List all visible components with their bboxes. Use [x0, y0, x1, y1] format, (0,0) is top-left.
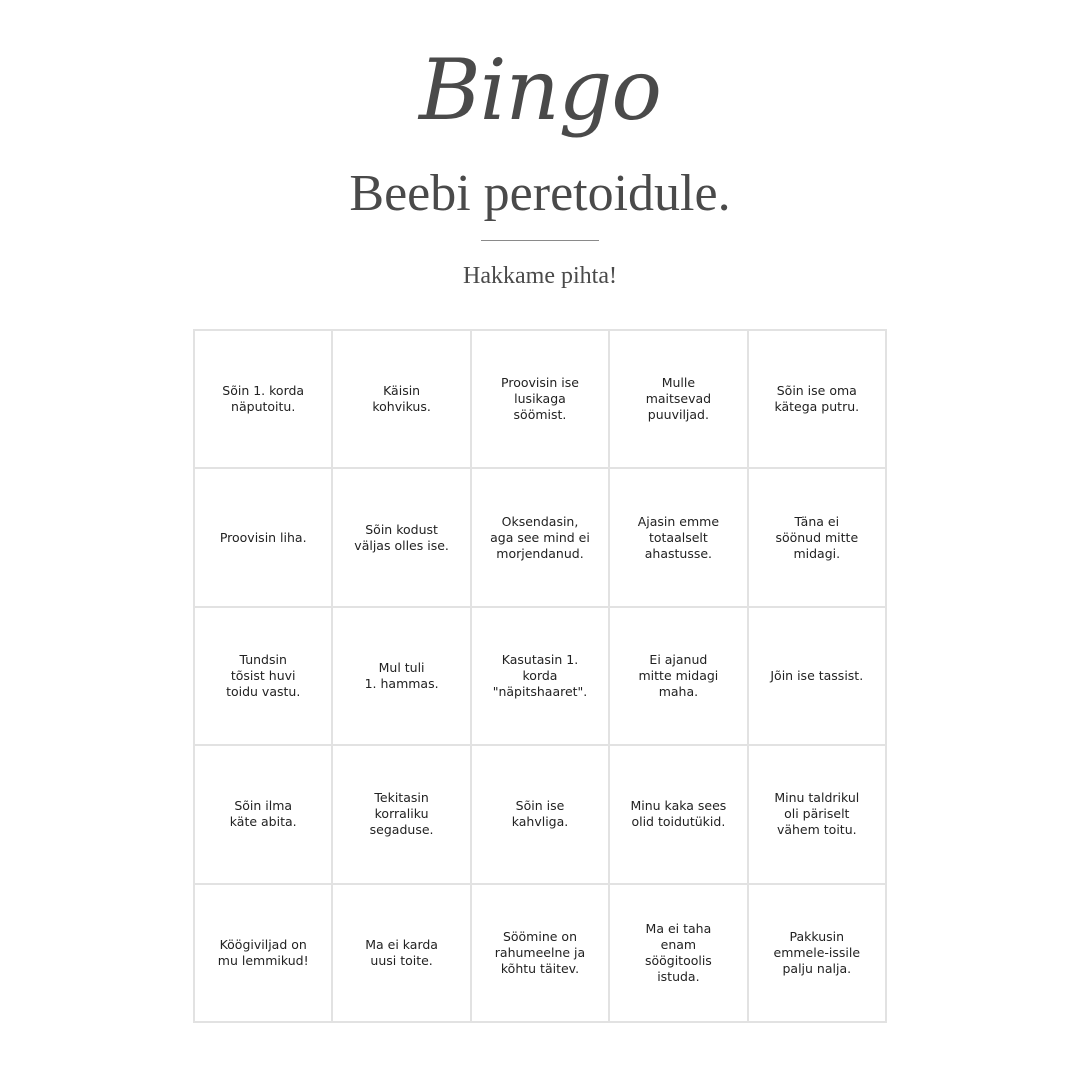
bingo-cell-text: Ajasin emme totaalselt ahastusse. [637, 513, 720, 561]
bingo-cell[interactable] [194, 745, 332, 883]
bingo-cell-text: Sõin ilma käte abita. [229, 798, 297, 830]
bingo-cell[interactable] [194, 330, 332, 468]
bingo-cell[interactable] [332, 330, 470, 468]
bingo-cell-text: Köögiviljad on mu lemmikud! [217, 936, 309, 968]
bingo-cell[interactable] [609, 745, 747, 883]
bingo-cell[interactable] [471, 468, 609, 606]
bingo-cell[interactable] [332, 607, 470, 745]
bingo-cell[interactable] [748, 884, 886, 1022]
bingo-cell-text: Minu taldrikul oli päriselt vähem toitu. [774, 790, 860, 838]
bingo-cell-text: Minu kaka sees olid toidutükid. [630, 798, 727, 830]
bingo-cell-text: Täna ei söönud mitte midagi. [775, 513, 859, 561]
bingo-cell-text: Tekitasin korraliku segaduse. [369, 790, 434, 838]
bingo-script-title: Bingo [418, 41, 662, 139]
bingo-cell[interactable] [609, 468, 747, 606]
bingo-cell-text: Ei ajanud mitte midagi maha. [638, 651, 719, 699]
bingo-cell-text: Kasutasin 1. korda "näpitshaaret". [492, 651, 588, 699]
bingo-cell-text: Ma ei taha enam söögitoolis istuda. [644, 920, 712, 984]
bingo-cell-text: Tundsin tõsist huvi toidu vastu. [226, 651, 301, 699]
bingo-cell-text: Sõin kodust väljas olles ise. [354, 521, 449, 553]
bingo-cell-text: Mul tuli 1. hammas. [364, 659, 439, 691]
bingo-cell-text: Mulle maitsevad puuviljad. [645, 375, 712, 423]
bingo-cell-text: Käisin kohvikus. [372, 383, 431, 415]
bingo-grid [193, 329, 887, 1023]
bingo-cell-text: Pakkusin emmele-issile palju nalja. [773, 928, 861, 976]
bingo-cell[interactable] [748, 330, 886, 468]
bingo-cell-text: Proovisin ise lusikaga söömist. [501, 375, 579, 423]
bingo-cell[interactable] [748, 745, 886, 883]
bingo-cell[interactable] [471, 884, 609, 1022]
bingo-cell[interactable] [609, 884, 747, 1022]
bingo-cell[interactable] [332, 468, 470, 606]
bingo-cell[interactable] [471, 607, 609, 745]
bingo-cell[interactable] [194, 884, 332, 1022]
bingo-cell-text: Jõin ise tassist. [770, 667, 864, 683]
bingo-cell[interactable] [609, 607, 747, 745]
bingo-cell[interactable] [748, 468, 886, 606]
bingo-cell[interactable] [332, 745, 470, 883]
bingo-cell-text: Sõin ise kahvliga. [511, 798, 569, 830]
bingo-cell-text: Söömine on rahumeelne ja kõhtu täitev. [494, 928, 586, 976]
bingo-cell[interactable] [471, 330, 609, 468]
page-subtitle: Hakkame pihta! [463, 263, 617, 289]
page-title: Beebi peretoidule. [349, 165, 731, 222]
bingo-cell[interactable] [471, 745, 609, 883]
bingo-cell-text: Sõin ise oma kätega putru. [774, 383, 860, 415]
bingo-cell-text: Oksendasin, aga see mind ei morjendanud. [490, 513, 590, 561]
title-divider [481, 240, 599, 241]
bingo-cell-text: Sõin 1. korda näputoitu. [222, 383, 305, 415]
bingo-cell[interactable] [194, 468, 332, 606]
bingo-cell[interactable] [748, 607, 886, 745]
bingo-cell[interactable] [332, 884, 470, 1022]
bingo-cell[interactable] [194, 607, 332, 745]
bingo-cell[interactable] [609, 330, 747, 468]
bingo-cell-text: Ma ei karda uusi toite. [365, 936, 438, 968]
bingo-cell-text: Proovisin liha. [219, 529, 307, 545]
